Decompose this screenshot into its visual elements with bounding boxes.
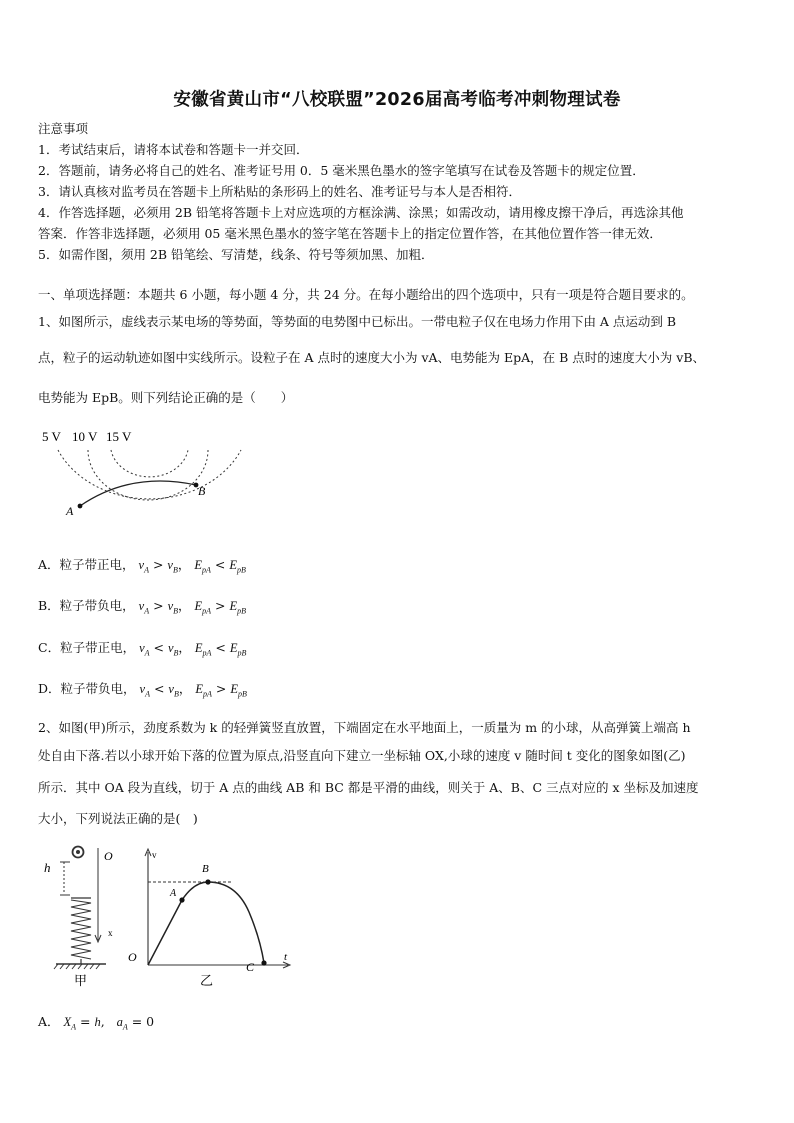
q1-option-a: A．粒子带正电， $v_A > v_B$， $E_{pA} < E_{pB}$ — [38, 557, 246, 575]
h-label: h — [44, 860, 51, 875]
equipotential-figure — [36, 426, 256, 541]
q1-option-b: B．粒子带负电， $v_A > v_B$， $E_{pA} > E_{pB}$ — [38, 598, 247, 616]
exam-title: 安徽省黄山市“八校联盟”2026届高考临考冲刺物理试卷 — [173, 90, 621, 110]
spring-figure — [36, 840, 306, 990]
section-heading: 一、单项选择题：本题共 6 小题，每小题 4 分，共 24 分。在每小题给出的四个选项中，只有一项是符合题目要求的。 — [38, 287, 694, 302]
point-b-dot — [205, 879, 210, 884]
notice-heading: 注意事项 — [38, 121, 89, 136]
potential-label: 5 V — [42, 429, 61, 444]
point-c-label: C — [246, 960, 255, 974]
spring-icon — [71, 900, 91, 959]
point-b-label: B — [198, 484, 206, 498]
figure-jia-label: 甲 — [74, 973, 88, 988]
point-a-dot — [179, 897, 184, 902]
equipotential-15v — [111, 450, 188, 477]
notice-item: 5．如需作图，须用 2B 铅笔绘、写清楚，线条、符号等须加黑、加粗． — [38, 247, 434, 262]
origin-label-jia: O — [104, 849, 113, 863]
potential-label: 10 V — [72, 429, 98, 444]
notice-item: 2．答题前，请务必将自己的姓名、准考证号用 0．5 毫米黑色墨水的签字笔填写在试卷及答题卡的规定位置． — [38, 163, 645, 178]
abc-curve — [182, 882, 264, 963]
q2-stem-line: 大小，下列说法正确的是( ) — [38, 811, 198, 826]
origin-label-yi: O — [128, 950, 137, 964]
point-c-dot — [261, 960, 266, 965]
q2-stem-line: 所示．其中 OA 段为直线，切于 A 点的曲线 AB 和 BC 都是平滑的曲线，则关于 A、B、C 三点对应的 x 坐标及加速度 — [38, 780, 699, 795]
q2-stem-line: 处自由下落.若以小球开始下落的位置为原点,沿竖直向下建立一坐标轴 OX,小球的速度 v 随时间 t 变化的图象如图(乙) — [38, 748, 686, 763]
point-a-dot — [78, 504, 83, 509]
potential-label: 15 V — [106, 429, 132, 444]
point-a-label: A — [170, 888, 177, 899]
q2-stem-line: 2、如图(甲)所示，劲度系数为 k 的轻弹簧竖直放置，下端固定在水平地面上，一质量为 m 的小球，从高弹簧上端高 h — [38, 720, 691, 735]
t-label: t — [284, 951, 288, 963]
q1-stem-line: 电势能为 EpB。则下列结论正确的是（ ） — [38, 390, 294, 405]
q1-option-c: C．粒子带正电， $v_A < v_B$， $E_{pA} < E_{pB}$ — [38, 640, 247, 658]
equipotential-5v — [58, 450, 241, 499]
q1-stem-line: 点，粒子的运动轨迹如图中实线所示。设粒子在 A 点时的速度大小为 vA、电势能为 EpA，在 B 点时的速度大小为 vB、 — [38, 350, 706, 365]
figure-yi-label: 乙 — [200, 973, 214, 988]
notice-item: 答案．作答非选择题，必须用 05 毫米黑色墨水的签字笔在答题卡上的指定位置作答，在其他位置作答一律无效． — [38, 226, 662, 241]
point-b-label: B — [202, 863, 209, 875]
q1-stem-line: 1、如图所示，虚线表示某电场的等势面，等势面的电势图中已标出。一带电粒子仅在电场力作用下由 A 点运动到 B — [38, 314, 677, 329]
notice-item: 4．作答选择题，必须用 2B 铅笔将答题卡上对应选项的方框涂满、涂黑；如需改动，请用橡皮擦干净后，再选涂其他 — [38, 205, 684, 220]
oa-segment — [148, 900, 182, 965]
notice-item: 3．请认真核对监考员在答题卡上所粘贴的条形码上的姓名、准考证号与本人是否相符． — [38, 184, 521, 199]
v-label: v — [152, 850, 157, 860]
point-a-label: A — [66, 504, 74, 518]
q1-option-d: D．粒子带负电， $v_A < v_B$， $E_{pA} > E_{pB}$ — [38, 681, 247, 699]
equipotential-10v — [88, 450, 208, 500]
notice-item: 1．考试结束后，请将本试卷和答题卡一并交回． — [38, 142, 309, 157]
q2-option-a: A． $X_A = h$, $a_A = 0$ — [38, 1014, 155, 1032]
x-label: x — [108, 928, 113, 938]
